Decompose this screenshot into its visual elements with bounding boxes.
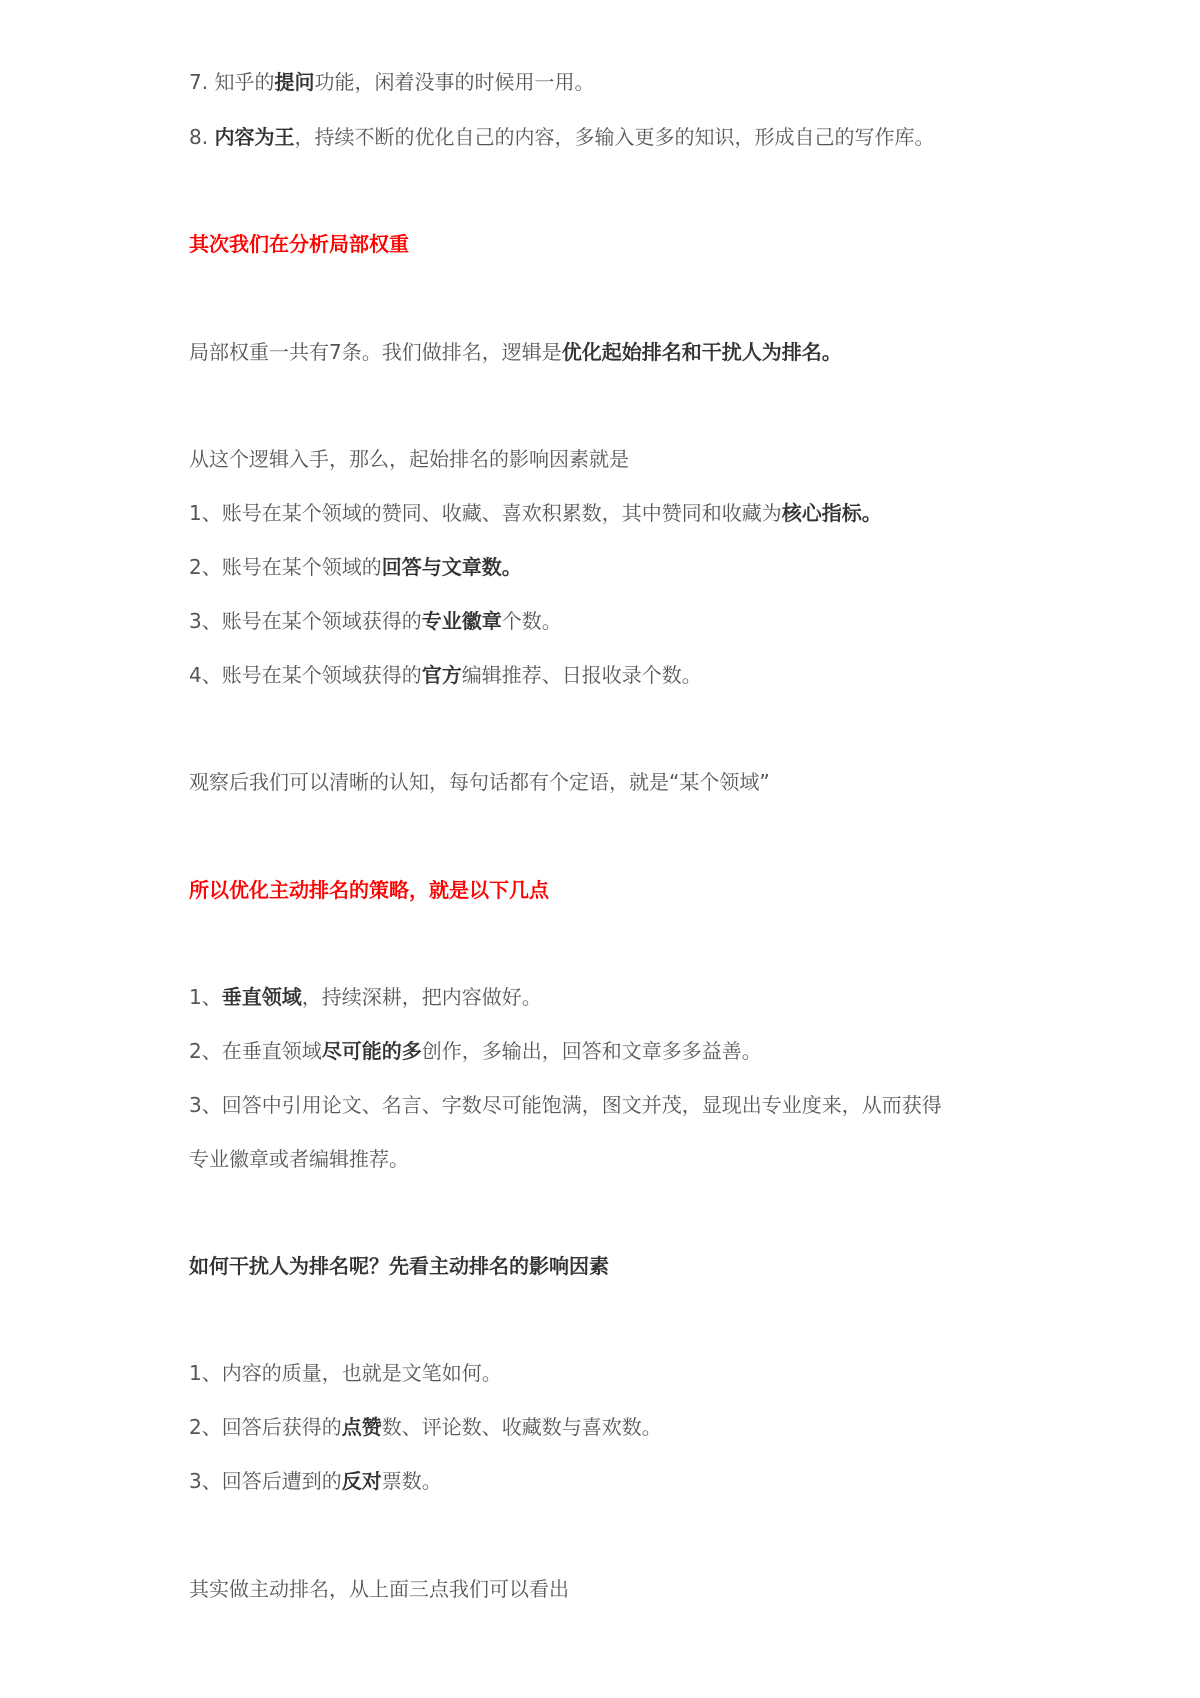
bold-text: 提问 [274, 70, 315, 94]
influence-item-1: 1、内容的质量，也就是文笔如何。 [189, 1361, 502, 1385]
influence-item-3: 3、回答后遭到的反对票数。 [189, 1469, 442, 1493]
item-8-content-is-king: 8. 内容为王，持续不断的优化自己的内容，多输入更多的知识，形成自己的写作库。 [189, 125, 935, 149]
bold-text: 点赞 [341, 1415, 382, 1439]
paragraph-local-weight-logic: 局部权重一共有7条。我们做排名，逻辑是优化起始排名和干扰人为排名。 [189, 340, 842, 364]
influence-item-2: 2、回答后获得的点赞数、评论数、收藏数与喜欢数。 [189, 1415, 662, 1439]
factor-item-1: 1、账号在某个领域的赞同、收藏、喜欢积累数，其中赞同和收藏为核心指标。 [189, 501, 882, 525]
bold-text: 优化起始排名和干扰人为排名。 [561, 340, 842, 364]
factor-item-4: 4、账号在某个领域获得的官方编辑推荐、日报收录个数。 [189, 663, 702, 687]
item-7-zhihu-question: 7. 知乎的提问功能，闲着没事的时候用一用。 [189, 70, 595, 94]
strategy-item-3: 3、回答中引用论文、名言、字数尽可能饱满，图文并茂，显现出专业度来，从而获得 [189, 1093, 942, 1117]
bold-text: 垂直领域 [221, 985, 302, 1009]
bold-text: 反对 [341, 1469, 382, 1493]
paragraph-observation: 观察后我们可以清晰的认知，每句话都有个定语，就是“某个领域” [189, 770, 770, 794]
bold-text: 官方 [421, 663, 462, 687]
strategy-item-2: 2、在垂直领域尽可能的多创作，多输出，回答和文章多多益善。 [189, 1039, 762, 1063]
section-heading-interference: 如何干扰人为排名呢？先看主动排名的影响因素 [189, 1254, 609, 1278]
bold-text: 专业徽章 [421, 609, 502, 633]
bold-text: 回答与文章数。 [381, 555, 522, 579]
paragraph-factors-intro: 从这个逻辑入手，那么，起始排名的影响因素就是 [189, 447, 629, 471]
bold-text: 核心指标。 [781, 501, 882, 525]
strategy-item-3-continued: 专业徽章或者编辑推荐。 [189, 1147, 409, 1171]
strategy-item-1: 1、垂直领域，持续深耕，把内容做好。 [189, 985, 542, 1009]
factor-item-2: 2、账号在某个领域的回答与文章数。 [189, 555, 522, 579]
section-heading-strategy: 所以优化主动排名的策略，就是以下几点 [189, 878, 549, 902]
factor-item-3: 3、账号在某个领域获得的专业徽章个数。 [189, 609, 562, 633]
paragraph-conclusion-intro: 其实做主动排名，从上面三点我们可以看出 [189, 1577, 569, 1601]
bold-text: 内容为王 [214, 125, 295, 149]
bold-text: 尽可能的多 [321, 1039, 422, 1063]
section-heading-local-weight: 其次我们在分析局部权重 [189, 232, 409, 256]
